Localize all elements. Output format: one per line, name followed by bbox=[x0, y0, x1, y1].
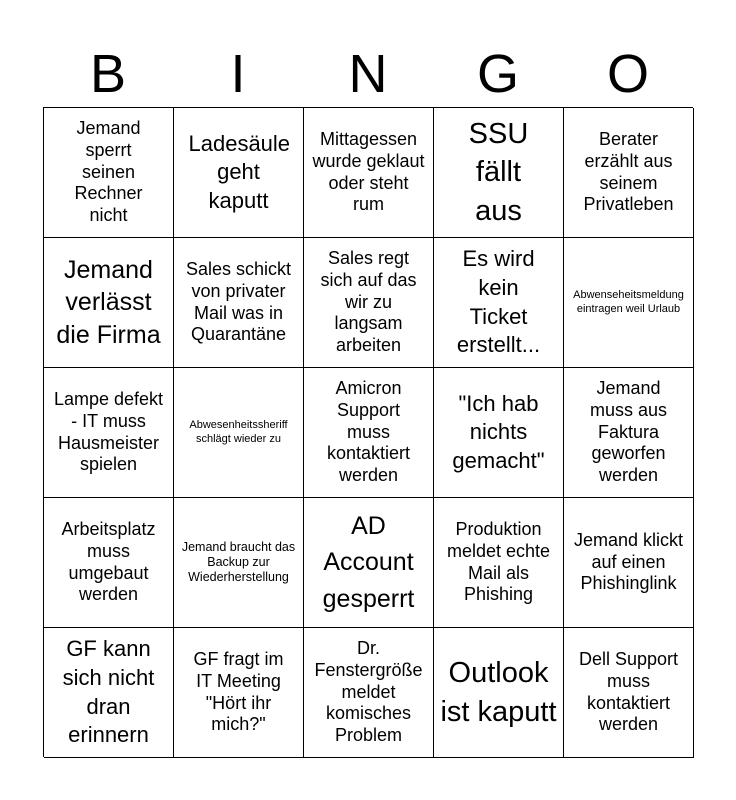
bingo-cell[interactable] bbox=[174, 108, 304, 238]
bingo-cell[interactable] bbox=[564, 238, 694, 368]
bingo-header bbox=[43, 44, 693, 104]
cell-text: Jemand sperrt seinen Rechner nicht bbox=[74, 117, 143, 226]
bingo-cell[interactable] bbox=[44, 498, 174, 628]
bingo-cell[interactable] bbox=[44, 238, 174, 368]
bingo-cell[interactable] bbox=[44, 368, 174, 498]
cell-text: Arbeitsplatz muss umgebaut werden bbox=[61, 518, 156, 605]
cell-text: Dell Support muss kontaktiert werden bbox=[578, 648, 679, 735]
bingo-cell[interactable] bbox=[304, 628, 434, 758]
cell-text: Jemand verlässt die Firma bbox=[56, 255, 161, 349]
bingo-cell[interactable] bbox=[304, 368, 434, 498]
cell-text: SSU fällt aus bbox=[468, 117, 529, 227]
header-letter-i: I bbox=[230, 44, 246, 104]
cell-text: Mittagessen wurde geklaut oder steht rum bbox=[312, 128, 425, 215]
cell-text: Ladesäule geht kaputt bbox=[188, 130, 291, 213]
bingo-grid bbox=[43, 107, 693, 757]
header-letter-g: G bbox=[476, 44, 519, 104]
cell-text: GF fragt im IT Meeting "Hört ihr mich?" bbox=[193, 648, 284, 735]
cell-text: "Ich hab nichts gemacht" bbox=[452, 390, 545, 473]
cell-text: Abwesenheitssheriff schlägt wieder zu bbox=[189, 419, 288, 445]
header-letter-n: N bbox=[348, 44, 388, 104]
bingo-cell[interactable] bbox=[564, 108, 694, 238]
bingo-cell[interactable] bbox=[44, 628, 174, 758]
cell-text: Es wird kein Ticket erstellt... bbox=[456, 246, 541, 358]
bingo-cell[interactable] bbox=[174, 498, 304, 628]
cell-text: Abwenseheitsmeldung eintragen weil Urlaub bbox=[573, 289, 684, 315]
cell-text: Sales regt sich auf das wir zu langsam arbeiten bbox=[320, 247, 417, 356]
cell-text: Amicron Support muss kontaktiert werden bbox=[326, 377, 411, 486]
bingo-cell[interactable] bbox=[304, 238, 434, 368]
cell-text: Jemand braucht das Backup zur Wiederherstellung bbox=[181, 540, 296, 584]
bingo-cell[interactable] bbox=[564, 498, 694, 628]
bingo-cell[interactable] bbox=[564, 368, 694, 498]
bingo-cell[interactable] bbox=[304, 108, 434, 238]
cell-text: Jemand muss aus Faktura geworfen werden bbox=[589, 377, 668, 486]
cell-text: Jemand klickt auf einen Phishinglink bbox=[573, 529, 684, 594]
header-letter-b: B bbox=[89, 44, 127, 104]
cell-text: Dr. Fenstergröße meldet komisches Problem bbox=[314, 637, 423, 746]
cell-text: Outlook ist kaputt bbox=[440, 656, 557, 728]
cell-text: Produktion meldet echte Mail als Phishing bbox=[446, 518, 551, 605]
cell-text: Lampe defekt - IT muss Hausmeister spielen bbox=[53, 388, 164, 475]
cell-text: AD Account gesperrt bbox=[322, 512, 415, 613]
cell-text: GF kann sich nicht dran erinnern bbox=[62, 636, 155, 748]
bingo-cell[interactable] bbox=[434, 368, 564, 498]
bingo-cell[interactable] bbox=[174, 368, 304, 498]
cell-text: Berater erzählt aus seinem Privatleben bbox=[583, 128, 674, 215]
bingo-cell[interactable] bbox=[174, 628, 304, 758]
bingo-cell[interactable] bbox=[434, 238, 564, 368]
bingo-cell[interactable] bbox=[434, 108, 564, 238]
bingo-cell[interactable] bbox=[304, 498, 434, 628]
bingo-cell[interactable] bbox=[564, 628, 694, 758]
bingo-cell[interactable] bbox=[434, 628, 564, 758]
bingo-cell[interactable] bbox=[44, 108, 174, 238]
bingo-cell[interactable] bbox=[174, 238, 304, 368]
bingo-cell[interactable] bbox=[434, 498, 564, 628]
header-letter-o: O bbox=[606, 44, 649, 104]
cell-text: Sales schickt von privater Mail was in Quarantäne bbox=[185, 258, 292, 345]
